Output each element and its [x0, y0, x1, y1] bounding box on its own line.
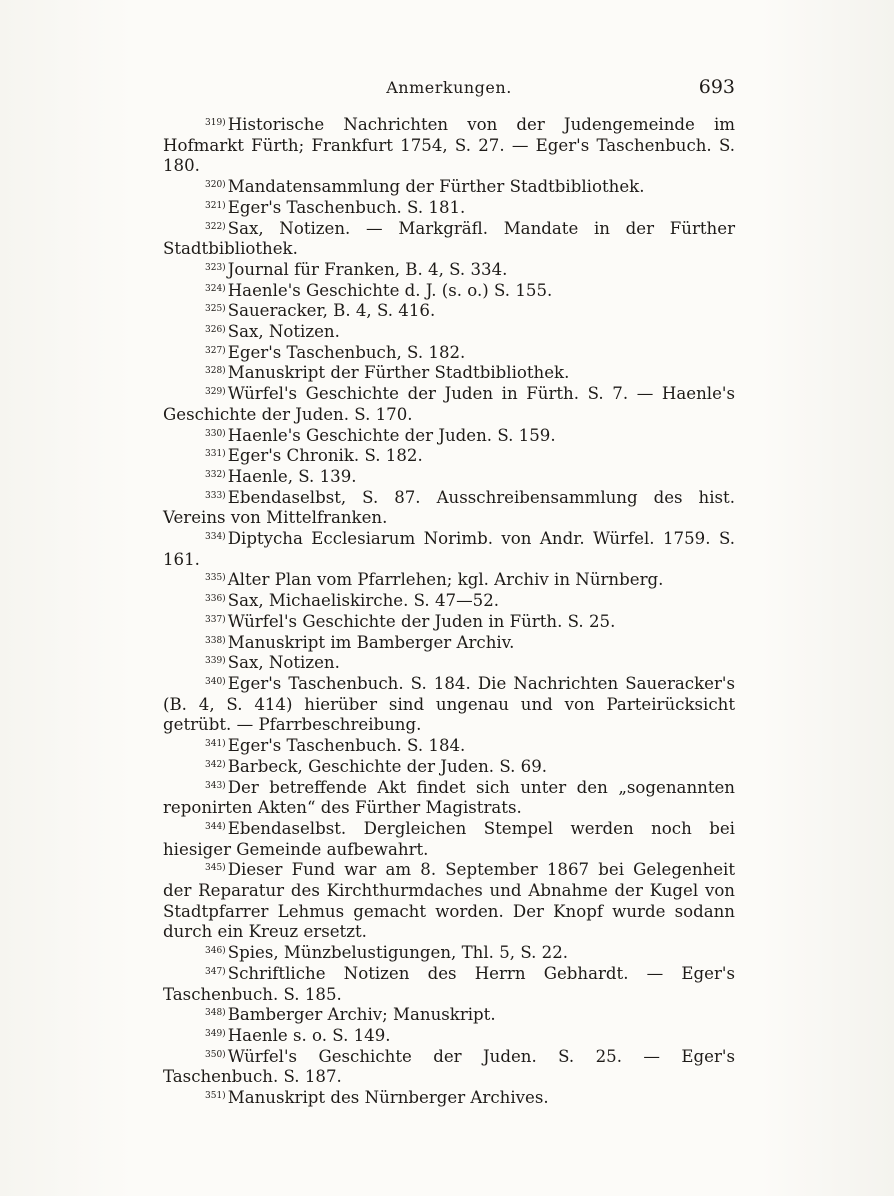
- note-text: Dieser Fund war am 8. September 1867 bei Gelegenheit der Reparatur des Kirchthurmdaches und Abnahme der Kugel von Stadtpfarrer Lehmus gemacht worden. Der Knopf wurde sodann durch ein Kreuz ersetzt.: [163, 860, 735, 942]
- note-text: Manuskript im Bamberger Archiv.: [227, 632, 515, 652]
- endnote: [163, 757, 735, 778]
- page-number: 693: [698, 76, 735, 98]
- note-text: Würfel's Geschichte der Juden in Fürth. S. 7. — Haenle's Geschichte der Juden. S. 170.: [163, 384, 735, 424]
- endnote: [163, 860, 735, 943]
- endnote: [163, 260, 735, 281]
- note-number: 330): [205, 428, 226, 439]
- note-number: 332): [205, 469, 226, 480]
- note-text: Eger's Taschenbuch. S. 184.: [227, 736, 466, 756]
- note-number: 337): [205, 614, 226, 625]
- endnote: [163, 964, 735, 1005]
- note-number: 344): [205, 821, 226, 832]
- note-number: 339): [205, 656, 226, 667]
- endnote: [163, 736, 735, 757]
- endnote: [163, 778, 735, 819]
- note-number: 319): [205, 118, 226, 128]
- endnote: [163, 301, 735, 322]
- endnote: [163, 1047, 735, 1088]
- note-text: Ebendaselbst. Dergleichen Stempel werden noch bei hiesiger Gemeinde aufbewahrt.: [163, 818, 735, 859]
- note-text: Würfel's Geschichte der Juden in Fürth. S. 25.: [227, 611, 616, 631]
- note-number: 335): [205, 573, 226, 584]
- note-number: 340): [205, 676, 226, 687]
- note-text: Schriftliche Notizen des Herrn Gebhardt. — Eger's Taschenbuch. S. 185.: [163, 963, 735, 1004]
- note-number: 320): [205, 180, 226, 191]
- note-text: Sax, Notizen.: [227, 653, 340, 673]
- note-number: 321): [205, 200, 226, 211]
- note-number: 322): [205, 221, 226, 232]
- note-text: Saueracker, B. 4, S. 416.: [227, 301, 436, 321]
- note-number: 341): [205, 739, 226, 750]
- endnote: [163, 115, 735, 177]
- endnote: [163, 570, 735, 591]
- note-text: Manuskript des Nürnberger Archives.: [227, 1088, 549, 1108]
- note-text: Haenle's Geschichte der Juden. S. 159.: [227, 425, 556, 445]
- endnote: [163, 819, 735, 860]
- note-number: 338): [205, 635, 226, 646]
- endnote: [163, 322, 735, 343]
- endnote: [163, 1026, 735, 1047]
- note-number: 342): [205, 759, 226, 770]
- note-number: 350): [205, 1049, 226, 1060]
- note-number: 343): [205, 780, 226, 791]
- note-text: Historische Nachrichten von der Judengemeinde im Hofmarkt Fürth; Frankfurt 1754, S. 27. — Eger's Taschenbuch. S. 180.: [163, 115, 735, 176]
- endnote: [163, 488, 735, 529]
- note-number: 345): [205, 863, 226, 874]
- note-text: Der betreffende Akt findet sich unter den „sogenannten reponirten Akten“ des Fürther Magistrats.: [163, 777, 735, 818]
- note-text: Barbeck, Geschichte der Juden. S. 69.: [227, 756, 548, 776]
- endnote: [163, 343, 735, 364]
- note-text: Alter Plan vom Pfarrlehen; kgl. Archiv in Nürnberg.: [227, 570, 664, 590]
- endnote: [163, 943, 735, 964]
- note-number: 327): [205, 345, 226, 356]
- note-number: 348): [205, 1008, 226, 1019]
- page-header: [163, 78, 735, 102]
- endnote: [163, 363, 735, 384]
- endnote: [163, 653, 735, 674]
- endnote: [163, 633, 735, 654]
- note-text: Eger's Taschenbuch. S. 184. Die Nachrichten Saueracker's (B. 4, S. 414) hierüber sind ungenau und von Parteirücksicht getrübt. — Pfarrbeschreibung.: [163, 673, 735, 735]
- note-text: Spies, Münzbelustigungen, Thl. 5, S. 22.: [227, 943, 569, 963]
- note-text: Sax, Notizen.: [227, 322, 340, 342]
- endnote: [163, 198, 735, 219]
- note-number: 326): [205, 325, 226, 336]
- note-text: Diptycha Ecclesiarum Norimb. von Andr. Würfel. 1759. S. 161.: [163, 529, 735, 569]
- note-number: 329): [205, 387, 226, 398]
- note-number: 323): [205, 262, 226, 273]
- endnote: [163, 674, 735, 736]
- note-text: Journal für Franken, B. 4, S. 334.: [227, 259, 508, 279]
- note-number: 325): [205, 304, 226, 315]
- note-text: Eger's Taschenbuch, S. 182.: [227, 342, 466, 362]
- endnote: [163, 177, 735, 198]
- endnote: [163, 219, 735, 260]
- endnote: [163, 446, 735, 467]
- note-text: Sax, Notizen. — Markgräfl. Mandate in der Fürther Stadtbibliothek.: [163, 218, 735, 259]
- note-text: Haenle s. o. S. 149.: [227, 1025, 391, 1045]
- endnote: [163, 384, 735, 425]
- note-number: 331): [205, 449, 226, 460]
- endnote: [163, 426, 735, 447]
- note-number: 336): [205, 594, 226, 605]
- note-text: Bamberger Archiv; Manuskript.: [227, 1005, 496, 1025]
- note-number: 328): [205, 366, 226, 377]
- endnotes-list: [163, 115, 735, 1109]
- note-text: Manuskript der Fürther Stadtbibliothek.: [227, 363, 570, 383]
- note-number: 324): [205, 283, 226, 294]
- note-text: Haenle's Geschichte d. J. (s. o.) S. 155.: [227, 280, 553, 300]
- note-text: Haenle, S. 139.: [227, 466, 357, 486]
- note-number: 347): [205, 966, 226, 977]
- note-number: 333): [205, 490, 226, 501]
- note-text: Ebendaselbst, S. 87. Ausschreibensammlung des hist. Vereins von Mittelfranken.: [163, 487, 735, 528]
- note-text: Sax, Michaeliskirche. S. 47—52.: [227, 591, 500, 611]
- endnote: [163, 467, 735, 488]
- note-text: Eger's Chronik. S. 182.: [227, 446, 423, 466]
- endnote: [163, 1005, 735, 1026]
- running-head: Anmerkungen.: [386, 78, 512, 97]
- endnote: [163, 612, 735, 633]
- note-number: 349): [205, 1028, 226, 1039]
- note-text: Mandatensammlung der Fürther Stadtbibliothek.: [227, 177, 645, 197]
- note-text: Eger's Taschenbuch. S. 181.: [227, 197, 466, 217]
- note-text: Würfel's Geschichte der Juden. S. 25. — Eger's Taschenbuch. S. 187.: [163, 1046, 735, 1087]
- note-number: 334): [205, 532, 226, 543]
- note-number: 346): [205, 946, 226, 957]
- endnote: [163, 1088, 735, 1109]
- endnote: [163, 529, 735, 570]
- endnote: [163, 281, 735, 302]
- endnote: [163, 591, 735, 612]
- note-number: 351): [205, 1091, 226, 1102]
